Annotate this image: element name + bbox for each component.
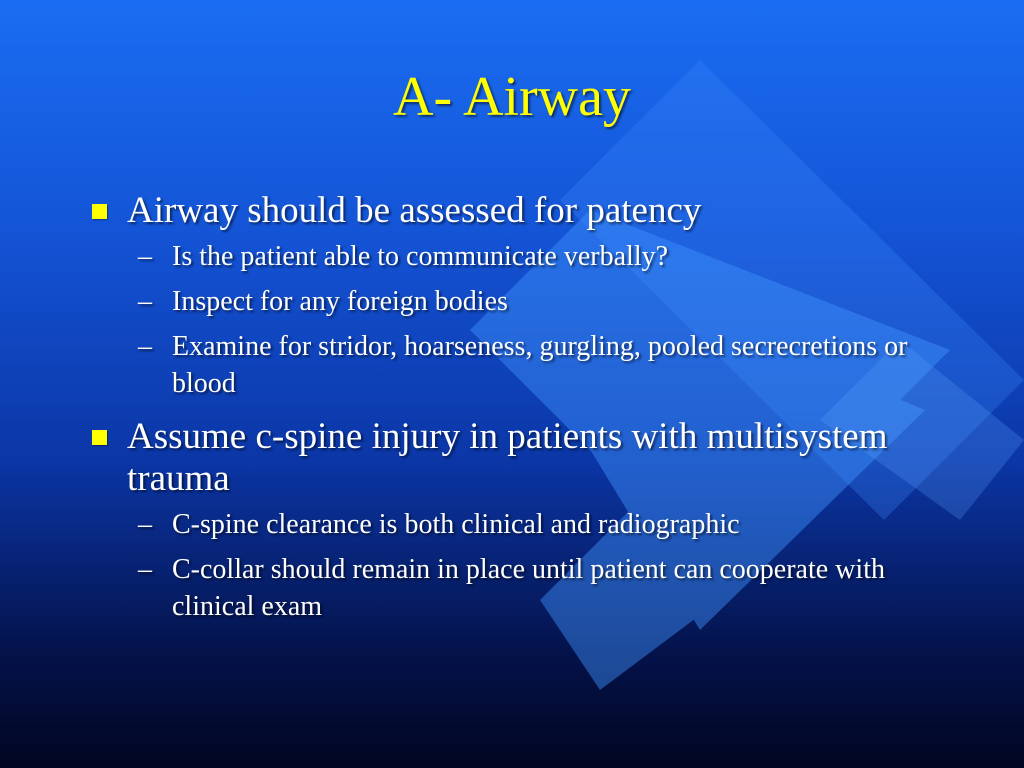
dash-marker: –: [138, 286, 152, 317]
sub-bullet-item: [90, 328, 970, 402]
sub-bullet-item: [90, 238, 970, 275]
bullet-item: [90, 190, 970, 232]
bullet-item: [90, 416, 970, 500]
bullet-text: Airway should be assessed for patency: [127, 190, 702, 231]
sub-bullet-text: C-spine clearance is both clinical and radiographic: [172, 509, 740, 540]
sub-bullet-text: Examine for stridor, hoarseness, gurgling, pooled secrecretions or blood: [172, 331, 908, 399]
sub-bullet-item: [90, 283, 970, 320]
sub-bullet-item: [90, 551, 970, 625]
slide-title: A- Airway: [393, 66, 631, 128]
bullet-text: Assume c-spine injury in patients with multisystem trauma: [127, 416, 888, 499]
sub-bullet-item: [90, 506, 970, 543]
square-bullet-icon: [92, 204, 107, 219]
sub-bullet-text: C-collar should remain in place until patient can cooperate with clinical exam: [172, 554, 885, 622]
dash-marker: –: [138, 554, 152, 585]
sub-bullet-text: Is the patient able to communicate verbally?: [172, 241, 669, 272]
slide-content: [90, 190, 970, 633]
dash-marker: –: [138, 241, 152, 272]
sub-bullet-text: Inspect for any foreign bodies: [172, 286, 508, 317]
square-bullet-icon: [92, 430, 107, 445]
dash-marker: –: [138, 331, 152, 362]
dash-marker: –: [138, 509, 152, 540]
